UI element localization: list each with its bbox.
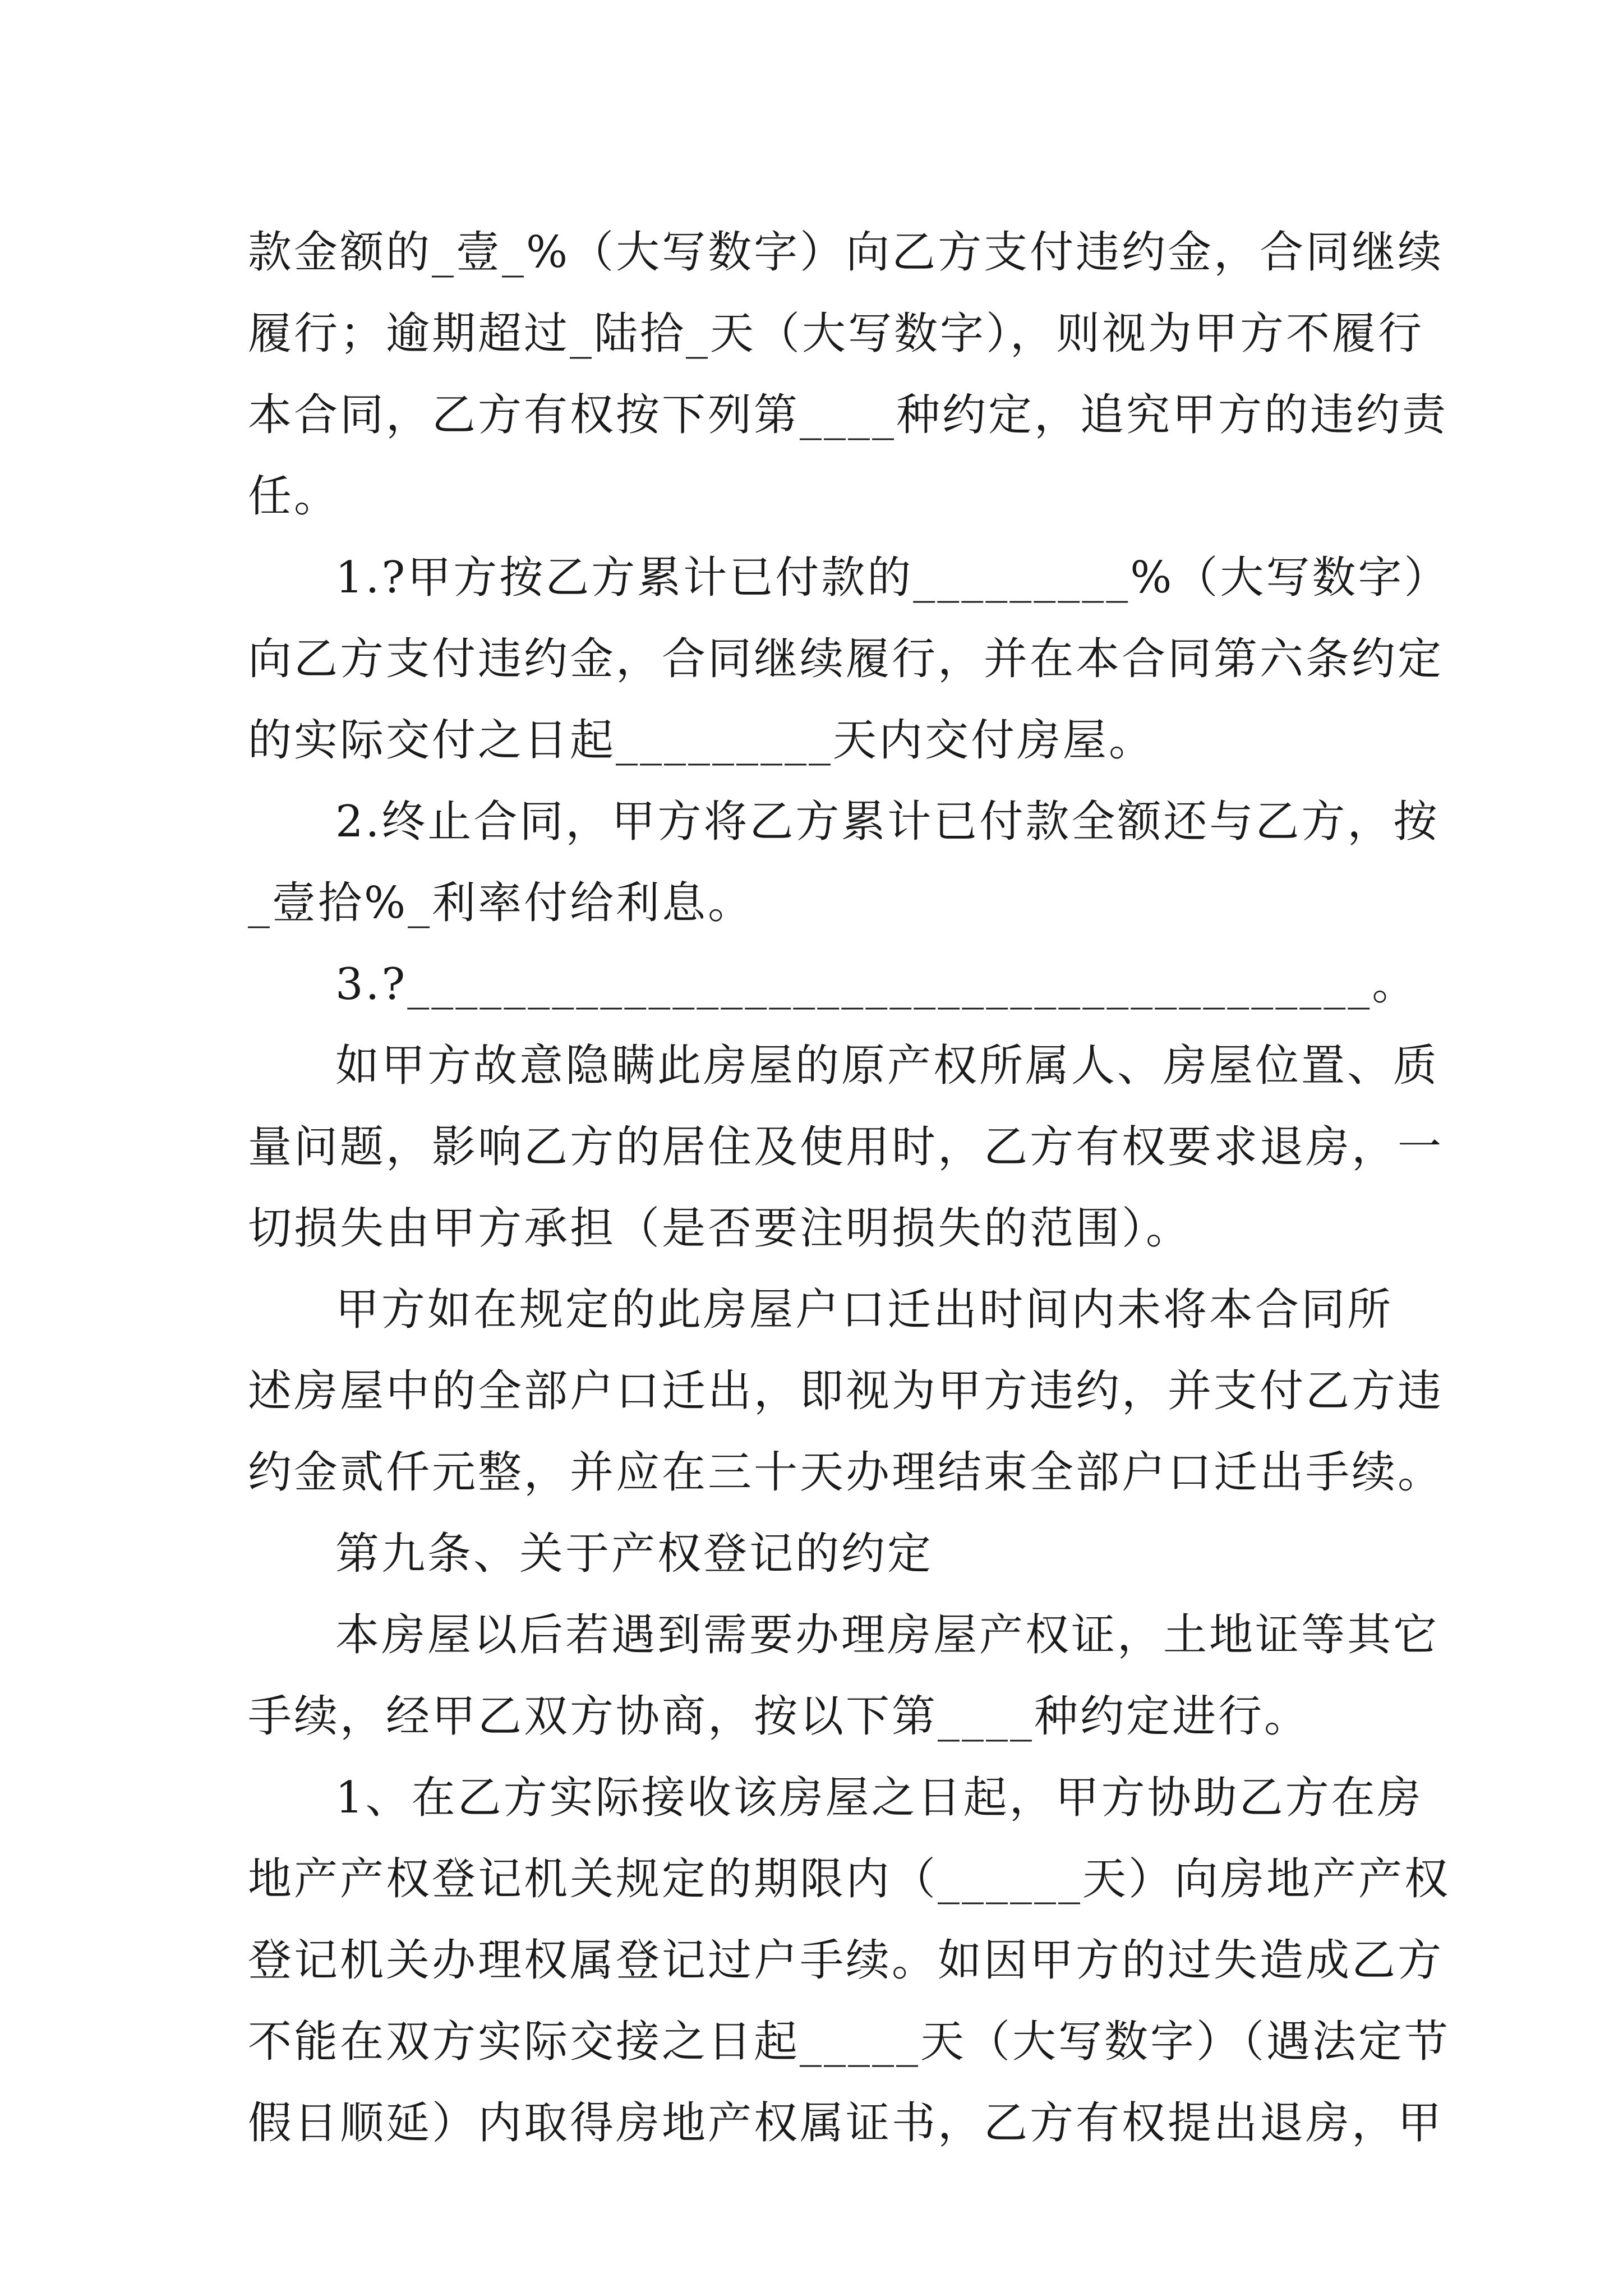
text-line: 甲方如在规定的此房屋户口迁出时间内未将本合同所: [335, 1285, 1394, 1335]
text-line: 如甲方故意隐瞒此房屋的原产权所属人、房屋位置、质: [335, 1041, 1440, 1091]
text-line: 地产产权登记机关规定的期限内（______天）向房地产产权: [248, 1854, 1451, 1904]
text-line: 述房屋中的全部户口迁出，即视为甲方违约，并支付乙方违: [248, 1366, 1444, 1416]
text-line: 3.?________________________________________。: [335, 959, 1418, 1010]
text-line: 1.?甲方按乙方累计已付款的_________%（大写数字）: [335, 553, 1450, 603]
text-line: 1、在乙方实际接收该房屋之日起，甲方协助乙方在房: [335, 1773, 1423, 1823]
text-line: 量问题，影响乙方的居住及使用时，乙方有权要求退房，一: [248, 1122, 1444, 1172]
text-line: 登记机关办理权属登记过户手续。如因甲方的过失造成乙方: [248, 1935, 1444, 1986]
text-line: 款金额的_壹_%（大写数字）向乙方支付违约金，合同继续: [248, 227, 1444, 278]
text-line: 切损失由甲方承担（是否要注明损失的范围）。: [248, 1203, 1192, 1254]
text-line: 任。: [248, 471, 340, 522]
text-line: 第九条、关于产权登记的约定: [335, 1529, 934, 1579]
text-line: 本房屋以后若遇到需要办理房屋产权证，土地证等其它: [335, 1610, 1440, 1660]
text-line: 向乙方支付违约金，合同继续履行，并在本合同第六条约定: [248, 634, 1444, 684]
text-line: 2.终止合同，甲方将乙方累计已付款全额还与乙方，按: [335, 797, 1440, 847]
text-line: 手续，经甲乙双方协商，按以下第____种约定进行。: [248, 1691, 1311, 1742]
text-line: _壹拾%_利率付给利息。: [248, 878, 754, 928]
text-line: 履行；逾期超过_陆拾_天（大写数字），则视为甲方不履行: [248, 309, 1424, 359]
text-line: 本合同，乙方有权按下列第____种约定，追究甲方的违约责: [248, 390, 1449, 440]
text-line: 约金贰仟元整，并应在三十天办理结束全部户口迁出手续。: [248, 1447, 1444, 1498]
text-line: 的实际交付之日起_________天内交付房屋。: [248, 715, 1155, 766]
text-line: 假日顺延）内取得房地产权属证书，乙方有权提出退房，甲: [248, 2098, 1444, 2148]
document-body: [248, 212, 1451, 2164]
text-line: 不能在双方实际交接之日起_____天（大写数字）（遇法定节: [248, 2017, 1451, 2067]
